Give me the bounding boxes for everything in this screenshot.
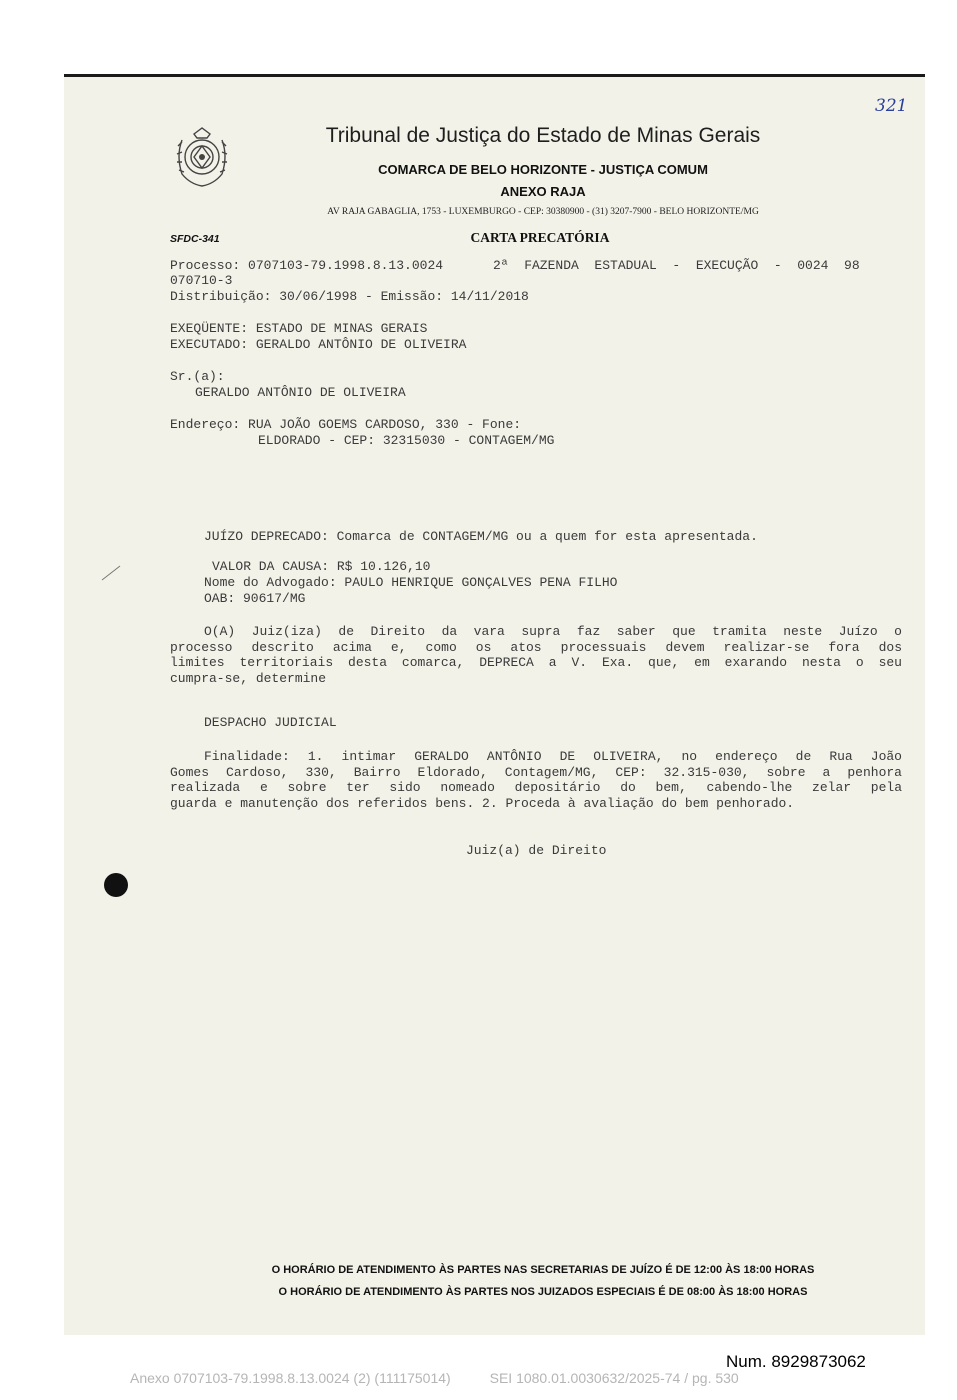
footer-hours-juizados: O HORÁRIO DE ATENDIMENTO ÀS PARTES NOS JUIZADOS ESPECIAIS É DE 08:00 ÀS 18:00 HORAS (278, 1286, 808, 1298)
body-line: O(A) Juiz(iza) de Direito da vara supra faz saber que tramita neste Juízo o (204, 624, 902, 639)
exequente: EXEQÜENTE: ESTADO DE MINAS GERAIS (170, 321, 428, 336)
oab-number: OAB: 90617/MG (204, 591, 306, 606)
comarca-title: COMARCA DE BELO HORIZONTE - JUSTIÇA COMUM (378, 162, 708, 177)
form-code: SFDC-341 (170, 233, 220, 245)
advogado-name: Nome do Advogado: PAULO HENRIQUE GONÇALVES PENA FILHO (204, 575, 618, 590)
anexo-reference: Anexo 0707103-79.1998.8.13.0024 (2) (111175014) (130, 1370, 451, 1386)
finalidade-line: guarda e manutenção dos referidos bens. 2. Proceda à avaliação do bem penhorado. (170, 795, 795, 811)
distribution-emission: Distribuição: 30/06/1998 - Emissão: 14/11/2018 (170, 289, 529, 304)
punch-hole-mark (104, 873, 128, 897)
address-line-1: Endereço: RUA JOÃO GOEMS CARDOSO, 330 - Fone: (170, 417, 522, 432)
document-number: Num. 8929873062 (726, 1352, 866, 1371)
scan-top-edge (64, 74, 925, 77)
juizo-deprecado: JUÍZO DEPRECADO: Comarca de CONTAGEM/MG ou a quem for esta apresentada. (204, 529, 758, 544)
finalidade-paragraph (170, 749, 902, 811)
salutation: Sr.(a): (170, 369, 225, 384)
finalidade-line: Gomes Cardoso, 330, Bairro Eldorado, Contagem/MG, CEP: 32.315-030, sobre a penhora (170, 764, 902, 780)
anexo-title: ANEXO RAJA (500, 184, 586, 199)
court-address: AV RAJA GABAGLIA, 1753 - LUXEMBURGO - CEP: 30380900 - (31) 3207-7900 - BELO HORIZONTE/MG (327, 207, 759, 217)
document-title: CARTA PRECATÓRIA (470, 230, 610, 245)
body-line: limites territoriais desta comarca, DEPRECA a V. Exa. que, em exarando nesta o seu (170, 655, 902, 670)
handwritten-page-number: 321 (875, 96, 908, 116)
court-name: Tribunal de Justiça do Estado de Minas Gerais (325, 124, 761, 147)
finalidade-line: realizada e sobre ter sido nomeado depositário do bem, cabendo-lhe zelar pela (170, 780, 902, 795)
finalidade-line: Finalidade: 1. intimar GERALDO ANTÔNIO DE OLIVEIRA, no endereço de Rua João (204, 749, 902, 764)
executado: EXECUTADO: GERALDO ANTÔNIO DE OLIVEIRA (170, 337, 467, 352)
process-number-continued: 070710-3 (170, 273, 233, 288)
despacho-heading: DESPACHO JUDICIAL (204, 715, 337, 730)
signature-line: Juiz(a) de Direito (466, 843, 607, 858)
sei-reference: SEI 1080.01.0030632/2025-74 / pg. 530 (489, 1370, 739, 1386)
pen-tick-mark (100, 562, 122, 584)
process-number: Processo: 0707103-79.1998.8.13.0024 (170, 258, 444, 273)
address-line-2: ELDORADO - CEP: 32315030 - CONTAGEM/MG (258, 433, 555, 448)
recipient-name: GERALDO ANTÔNIO DE OLIVEIRA (195, 385, 406, 400)
body-paragraph (170, 624, 902, 686)
body-line: cumpra-se, determine (170, 670, 327, 686)
coat-of-arms-icon (172, 126, 232, 188)
body-line: processo descrito acima e, como os atos processuais devem realizar-se fora dos (170, 639, 902, 655)
valor-da-causa: VALOR DA CAUSA: R$ 10.126,10 (212, 559, 431, 574)
footer-hours-secretarias: O HORÁRIO DE ATENDIMENTO ÀS PARTES NAS SECRETARIAS DE JUÍZO É DE 12:00 ÀS 18:00 HORAS (271, 1264, 815, 1276)
bottom-reference (130, 1370, 739, 1386)
process-court: 2ª FAZENDA ESTADUAL - EXECUÇÃO - 0024 98 (493, 258, 860, 273)
